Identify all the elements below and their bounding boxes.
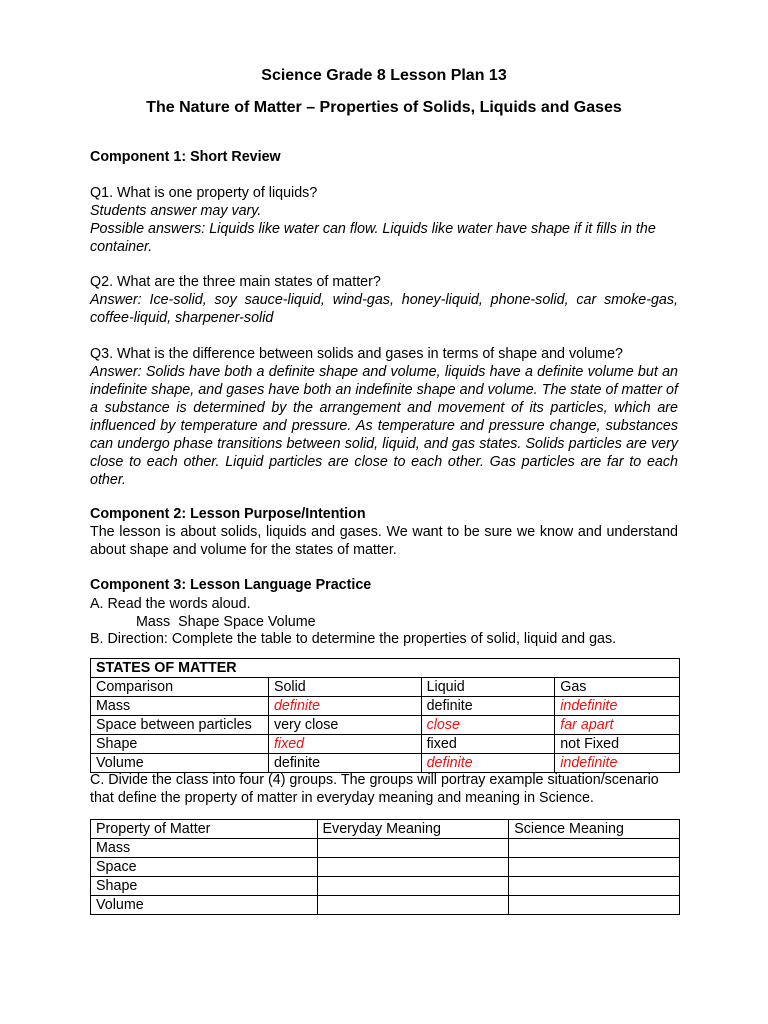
component1-heading: Component 1: Short Review <box>90 149 281 165</box>
states-table-title-row <box>91 659 680 678</box>
instruction-a: A. Read the words aloud. <box>90 596 251 612</box>
header-cell: Everyday Meaning <box>317 820 509 839</box>
table-cell: fixed <box>421 735 555 754</box>
table-row <box>91 735 680 754</box>
q1-answer: Possible answers: Liquids like water can flow. Liquids like water have shape if it fills in the container. <box>90 221 656 255</box>
empty-cell <box>317 877 509 896</box>
q3-question: Q3. What is the difference between solids and gases in terms of shape and volume? <box>90 346 623 362</box>
component2-heading: Component 2: Lesson Purpose/Intention <box>90 506 366 522</box>
header-cell: Comparison <box>91 678 269 697</box>
table-cell: very close <box>268 716 421 735</box>
table-cell: Volume <box>91 754 269 773</box>
table-cell: Space <box>91 858 318 877</box>
table-row <box>91 877 680 896</box>
empty-cell <box>509 877 680 896</box>
answer-cell: indefinite <box>555 697 680 716</box>
vocabulary-words: Mass Shape Space Volume <box>136 614 316 630</box>
instruction-b: B. Direction: Complete the table to determine the properties of solid, liquid and gas. <box>90 631 617 647</box>
header-cell: Gas <box>555 678 680 697</box>
table-row <box>91 754 680 773</box>
answer-cell: definite <box>268 697 421 716</box>
states-of-matter-table <box>90 658 680 773</box>
table-cell: Volume <box>91 896 318 915</box>
component3-heading: Component 3: Lesson Language Practice <box>90 577 372 593</box>
instruction-c: C. Divide the class into four (4) groups. The groups will portray example situation/scenario that define the property of matter in everyday meaning and meaning in Science. <box>90 772 659 806</box>
empty-cell <box>509 839 680 858</box>
answer-cell: definite <box>421 754 555 773</box>
empty-cell <box>317 896 509 915</box>
table-row <box>91 896 680 915</box>
table-cell: not Fixed <box>555 735 680 754</box>
header-cell: Liquid <box>421 678 555 697</box>
q3-answer: Answer: Solids have both a definite shape and volume, liquids have a definite volume but an indefinite shape, and gases have both an indefinite shape and volume. The state of matter of a substance is determined by the arrangement and movement of its particles, which are influenced by temperature and pressure. As temperature and pressure change, substances can undergo phase transitions between solid, liquid, and gas states. Solids particles are very close to each other. Liquid particles are close to each other. Gas particles are far to each other. <box>90 364 678 488</box>
q2-answer: Answer: Ice-solid, soy sauce-liquid, wind-gas, honey-liquid, phone-solid, car smoke-gas, coffee-liquid, sharpener-solid <box>90 292 678 326</box>
answer-cell: close <box>421 716 555 735</box>
empty-cell <box>509 858 680 877</box>
lesson-subtitle: The Nature of Matter – Properties of Solids, Liquids and Gases <box>146 99 622 116</box>
table-cell: Mass <box>91 697 269 716</box>
states-table-title: STATES OF MATTER <box>91 659 680 678</box>
table-cell: definite <box>421 697 555 716</box>
table-cell: Shape <box>91 735 269 754</box>
header-cell: Solid <box>268 678 421 697</box>
empty-cell <box>317 839 509 858</box>
empty-cell <box>509 896 680 915</box>
q1-note: Students answer may vary. <box>90 203 262 219</box>
table-cell: Mass <box>91 839 318 858</box>
header-cell: Science Meaning <box>509 820 680 839</box>
table-row <box>91 716 680 735</box>
answer-cell: fixed <box>268 735 421 754</box>
meaning-table-header-row <box>91 820 680 839</box>
lesson-title: Science Grade 8 Lesson Plan 13 <box>261 67 507 84</box>
states-table-header-row <box>91 678 680 697</box>
component2-text: The lesson is about solids, liquids and gases. We want to be sure we know and understand about shape and volume for the states of matter. <box>90 524 678 558</box>
table-row <box>91 858 680 877</box>
answer-cell: far apart <box>555 716 680 735</box>
table-cell: Shape <box>91 877 318 896</box>
meaning-table <box>90 819 680 915</box>
table-cell: definite <box>268 754 421 773</box>
empty-cell <box>317 858 509 877</box>
table-row <box>91 839 680 858</box>
table-cell: Space between particles <box>91 716 269 735</box>
header-cell: Property of Matter <box>91 820 318 839</box>
q2-question: Q2. What are the three main states of matter? <box>90 274 381 290</box>
answer-cell: indefinite <box>555 754 680 773</box>
table-row <box>91 697 680 716</box>
q1-question: Q1. What is one property of liquids? <box>90 185 318 201</box>
